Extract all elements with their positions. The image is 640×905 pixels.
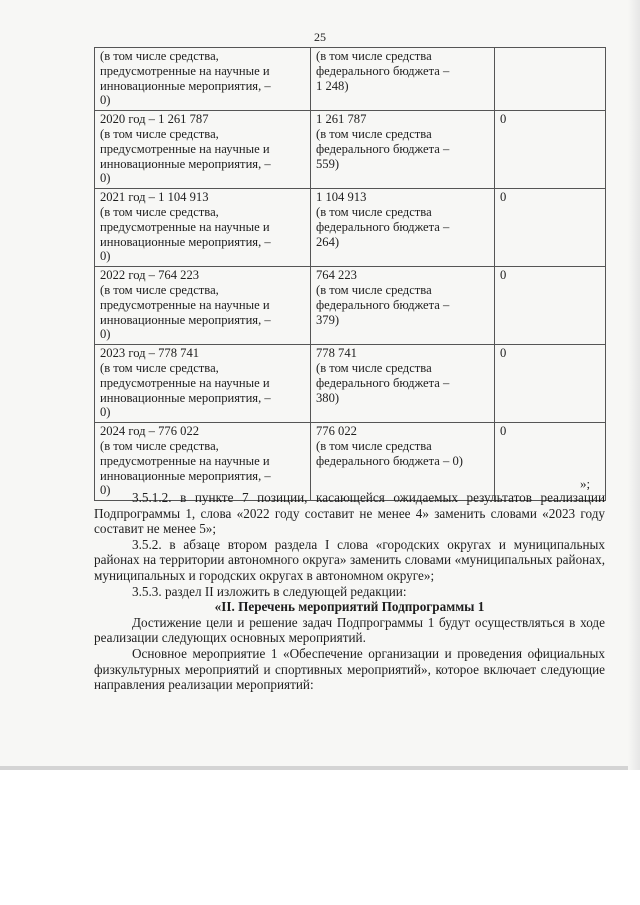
cell-text-line: 764 223: [316, 268, 357, 283]
funding-table-body: [95, 48, 606, 501]
cell-text-line: федерального бюджета –: [316, 219, 450, 234]
cell-text-line: 0: [500, 112, 507, 127]
table-cell-col1: [95, 48, 311, 111]
cell-text-line: инновационные мероприятия, –: [100, 78, 271, 93]
cell-text-line: 1 248): [316, 78, 349, 93]
table-cell-col1: [95, 267, 311, 345]
cell-text-line: (в том числе средства,: [100, 360, 219, 375]
cell-text-line: федерального бюджета –: [316, 297, 450, 312]
cell-text-line: предусмотренные на научные и: [100, 141, 270, 156]
cell-text-line: 2020 год – 1 261 787: [100, 112, 209, 127]
table-cell-col3: [495, 111, 606, 189]
cell-text-line: (в том числе средства: [316, 360, 432, 375]
cell-text-line: (в том числе средства,: [100, 126, 219, 141]
cell-text-line: 0): [100, 249, 111, 264]
cell-text-line: 2023 год – 778 741: [100, 346, 200, 361]
table-cell-col3: [495, 189, 606, 267]
cell-text-line: 0: [500, 190, 507, 205]
cell-text-line: (в том числе средства: [316, 204, 432, 219]
table-cell-col2: [311, 345, 495, 423]
table-closing-quote: »;: [580, 476, 591, 491]
table-row: [95, 111, 606, 189]
cell-text-line: 0): [100, 483, 111, 498]
cell-text-line: (в том числе средства: [316, 438, 432, 453]
cell-text-line: 2024 год – 776 022: [100, 424, 200, 439]
funding-table: [94, 47, 606, 501]
cell-text-line: предусмотренные на научные и: [100, 297, 270, 312]
table-cell-col2: [311, 111, 495, 189]
table-cell-col2: [311, 48, 495, 111]
cell-text-line: (в том числе средства: [316, 126, 432, 141]
cell-text-line: инновационные мероприятия, –: [100, 312, 271, 327]
cell-text-line: 0): [100, 93, 111, 108]
cell-text-line: 0: [500, 268, 507, 283]
cell-text-line: 379): [316, 312, 340, 327]
table-row: [95, 48, 606, 111]
cell-text-line: 0: [500, 424, 507, 439]
cell-text-line: предусмотренные на научные и: [100, 63, 270, 78]
cell-text-line: инновационные мероприятия, –: [100, 468, 271, 483]
table-cell-col1: [95, 345, 311, 423]
paragraph-3-5-1-2: 3.5.1.2. в пункте 7 позиции, касающейся ожидаемых результатов реализации Подпрограммы 1, слова «2022 году составит не менее 4» заменить словами «2023 году составит не менее 5»;: [94, 490, 605, 537]
cell-text-line: федерального бюджета –: [316, 63, 450, 78]
table-cell-col3: [495, 267, 606, 345]
section-heading: «II. Перечень мероприятий Подпрограммы 1: [214, 599, 485, 615]
table-cell-col2: [311, 423, 495, 501]
table-row: [95, 267, 606, 345]
table-cell-col3: [495, 48, 606, 111]
table-cell-col2: [311, 189, 495, 267]
cell-text-line: 0): [100, 327, 111, 342]
cell-text-line: 264): [316, 234, 340, 249]
cell-text-line: 0): [100, 171, 111, 186]
cell-text-line: инновационные мероприятия, –: [100, 234, 271, 249]
cell-text-line: 0: [500, 346, 507, 361]
cell-text-line: федерального бюджета –: [316, 141, 450, 156]
cell-text-line: 0): [100, 405, 111, 420]
cell-text-line: (в том числе средства,: [100, 204, 219, 219]
cell-text-line: (в том числе средства: [316, 49, 432, 63]
cell-text-line: предусмотренные на научные и: [100, 453, 270, 468]
table-cell-col2: [311, 267, 495, 345]
cell-text-line: инновационные мероприятия, –: [100, 156, 271, 171]
cell-text-line: 778 741: [316, 346, 357, 361]
cell-text-line: 1 104 913: [316, 190, 367, 205]
table-row: [95, 423, 606, 501]
cell-text-line: инновационные мероприятия, –: [100, 390, 271, 405]
cell-text-line: 2022 год – 764 223: [100, 268, 200, 283]
cell-text-line: (в том числе средства,: [100, 438, 219, 453]
cell-text-line: 380): [316, 390, 340, 405]
body-text: [94, 490, 605, 693]
table-row: [95, 345, 606, 423]
table-cell-col1: [95, 423, 311, 501]
table-cell-col3: [495, 345, 606, 423]
paragraph-3-5-2: 3.5.2. в абзаце втором раздела I слова «городских округах и муниципальных районах на территории автономного округа» заменить словами «муниципальных районах, муниципальных и городских округах в автономном округе»;: [94, 536, 605, 583]
cell-text-line: предусмотренные на научные и: [100, 375, 270, 390]
table-cell-col1: [95, 189, 311, 267]
cell-text-line: предусмотренные на научные и: [100, 219, 270, 234]
cell-text-line: 1 261 787: [316, 112, 367, 127]
cell-text-line: 2021 год – 1 104 913: [100, 190, 209, 205]
cell-text-line: 559): [316, 156, 340, 171]
cell-text-line: (в том числе средства,: [100, 282, 219, 297]
table-row: [95, 189, 606, 267]
cell-text-line: федерального бюджета – 0): [316, 453, 463, 468]
table-cell-col1: [95, 111, 311, 189]
paragraph-main-activity: Основное мероприятие 1 «Обеспечение организации и проведения официальных физкультурных мероприятий и спортивных мероприятий», которое включает следующие направления реализации мероприятий:: [94, 645, 605, 693]
cell-text-line: 776 022: [316, 424, 357, 439]
paragraph-achievement: Достижение цели и решение задач Подпрограммы 1 будут осуществляться в ходе реализации следующих основных мероприятий.: [94, 614, 605, 646]
cell-text-line: (в том числе средства,: [100, 49, 219, 63]
page-number: 25: [314, 30, 326, 44]
cell-text-line: федерального бюджета –: [316, 375, 450, 390]
paragraph-3-5-3: 3.5.3. раздел II изложить в следующей редакции:: [132, 583, 407, 599]
cell-text-line: (в том числе средства: [316, 282, 432, 297]
